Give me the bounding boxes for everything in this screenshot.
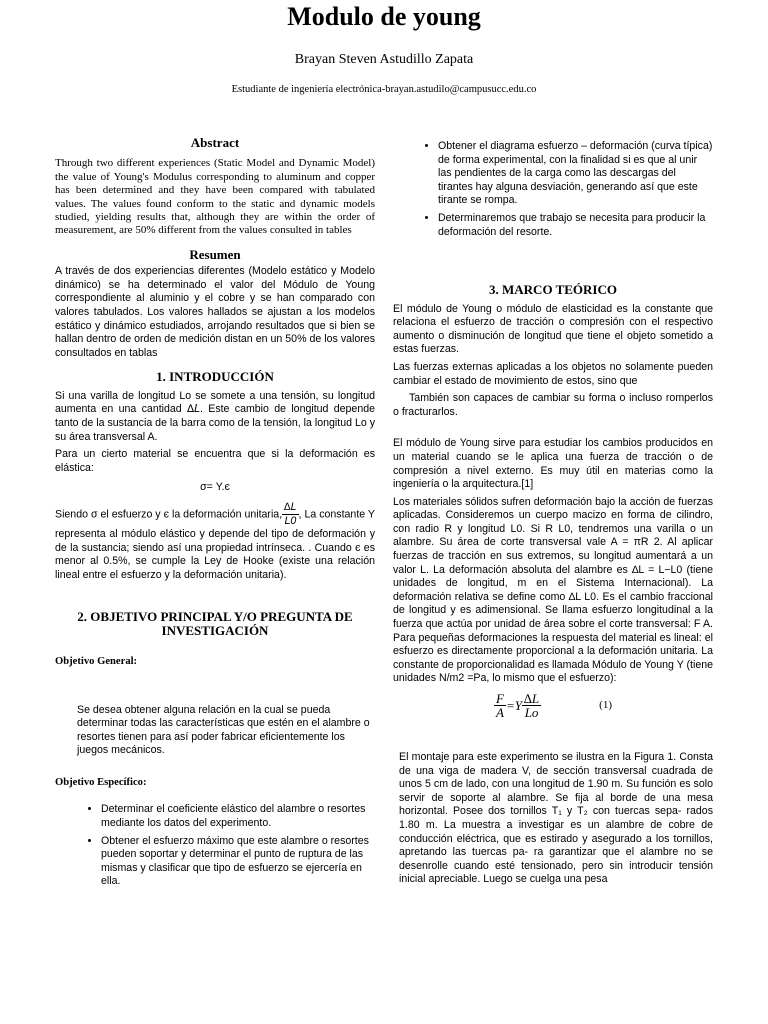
general-objective-text: Se desea obtener alguna relación en la cual se pueda determinar todas las características que estén en el alambre o resortes tienen para así poder fabricar eficientemente los juegos mecánicos.	[77, 703, 370, 757]
specific-objective-heading: Objetivo Específico:	[55, 776, 147, 788]
author-name: Brayan Steven Astudillo Zapata	[294, 52, 474, 67]
objective-heading: 2. OBJETIVO PRINCIPAL Y/O PREGUNTA DE INVESTIGACIÓN	[77, 609, 353, 638]
marco-paragraph-1: El módulo de Young o módulo de elasticidad es la constante que relaciona el esfuerzo de tracción o compresión con el respectivo aumento o disminución de longitud que tiene el objeto sometido a estas fuerzas.	[393, 302, 713, 356]
intro-paragraph-3: Siendo σ el esfuerzo y є la deformación unitaria, $\frac{\Delta L}{L0}$ , La constante Y representa al módulo elástico y depende del tipo de deformación y de la sustancia; siendo así una propiedad intrínseca. . Cuando є es menor al 0.5%, se cumple la Ley de Hooke (existe una relación lineal entre el esfuerzo y la deformación unitaria).	[55, 500, 375, 581]
abstract-text: Through two different experiences (Static Model and Dynamic Model) the value of Young's Modulus corresponding to aluminum and copper has been determined and they have been compared with tabulated values. The values found conform to the static and dynamic models studied, yielding results that, although they are within the order of measurement, are 50% different from the values consulted in tables	[55, 157, 375, 237]
intro-heading: 1. INTRODUCCIÓN	[156, 369, 274, 385]
marco-paragraph-3: También son capaces de cambiar su forma o incluso romperlos o fracturarlos.	[393, 392, 713, 418]
author-affiliation: Estudiante de ingeniería electrónica-brayan.astudilo@campusucc.edu.co	[231, 84, 537, 95]
strain-fraction: $\frac{\Delta L}{L0}$	[284, 500, 297, 527]
marco-paragraph-4: El módulo de Young sirve para estudiar los cambios producidos en un material cuando se le aplica una fuerza de tracción o de compresión a nivel externo. Es muy útil en materias como la ingeniería o la arquitectura.[1]	[393, 437, 713, 491]
list-item: • Obtener el esfuerzo máximo que este alambre o resortes pueden soportar y determinar el punto de ruptura de las mismas y clasificar que tipo de esfuerzo se ejercería en ella.	[101, 835, 375, 889]
left-column	[55, 136, 375, 893]
resumen-heading: Resumen	[189, 246, 241, 262]
equation-number: (1)	[599, 698, 612, 711]
list-item: • Obtener el diagrama esfuerzo – deformación (curva típica) de forma experimental, con la finalidad si es que al unir las pendientes de la carga como las descargas del tirantes hay alguna desviación, generando así que este tirante se rompa.	[438, 140, 713, 208]
intro-paragraph-2: Para un cierto material se encuentra que si la deformación es elástica:	[55, 448, 375, 474]
abstract-heading: Abstract	[190, 135, 240, 150]
specific-objective-list-continued	[393, 140, 713, 239]
intro-paragraph-1: Si una varilla de longitud Lo se somete a una tensión, su longitud aumenta en una cantidad ∆L. Este cambio de longitud depende tanto de la sustancia de la barra como de la tensión, la longitud Lo y su área transversal A.	[55, 389, 375, 443]
marco-paragraph-2: Las fuerzas externas aplicadas a los objetos no solamente pueden cambiar el estado de movimiento de estos, sino que	[393, 360, 713, 387]
stress-formula: σ= Y.є	[200, 481, 230, 494]
list-item: • Determinaremos que trabajo se necesita para producir la deformación del resorte.	[438, 212, 713, 239]
marco-heading: 3. MARCO TEÓRICO	[489, 282, 617, 298]
marco-paragraph-6: El montaje para este experimento se ilustra en la Figura 1. Consta de una viga de madera V, de sección transversal cuadrada de unos 5 cm de lado, con una longitud de 1.90 m. Su función es solo servir de soporte al alambre. Se fija al borde de una mesa horizontal. Posee dos tornillos T₁ y T₂ con tuercas sepa- rados 1.80 m. La muestra a investigar es un alambre de cobre de conducción eléctrica, que es estirado y asegurado a los tornillos, apretando las tuercas pa- ra garantizar que el alambre no se desenrolle cuando esté tensionado, pero sin introducir tensión inicial apreciable. Luego se cuelga una pesa	[399, 751, 713, 886]
marco-paragraph-5: Los materiales sólidos sufren deformación bajo la acción de fuerzas aplicadas. Consideremos un cuerpo macizo en forma de cilindro, con radio R y longitud L0. Si R L0, tendremos una varilla o un alambre. Su área de corte transversal vale A = πR 2. Al aplicar fuerzas de tracción en sus extremos, su longitud aumentará a un valor L. La deformación absoluta del alambre es ∆L = L−L0 (tiene unidades de longitud, m en el Sistema Internacional). La deformación relativa se define como ∆L L0. Es el cambio fraccional de longitud y es adimensional. Se llama esfuerzo longitudinal a la fuerza que actúa por unidad de área sobre el corte transversal: F A. Para pequeñas deformaciones la respuesta del material es lineal: el esfuerzo es directamente proporcional a la deformación unitaria. La constante de proporcionalidad es llamada Módulo de Young Y (tiene unidades N/m2 =Pa, lo mismo que el esfuerzo):	[393, 495, 714, 685]
equation-force-area: $\frac{F}{A}$	[496, 691, 504, 720]
equation-strain: $\frac{\Delta L}{Lo}$	[523, 691, 540, 720]
resumen-text: A través de dos experiencias diferentes (Modelo estático y Modelo dinámico) se ha determinado el valor del Módulo de Young correspondiente al aluminio y el cobre y se han comparado con valores tabulados. Los valores hallados se ajustan a los modelos estático y dinámico estudiados, arrojando resultados que si bien se hallan dentro de orden de medición distan en un 50% de los valores consultados en tablas	[55, 265, 375, 359]
young-modulus-equation: $\frac{F}{A}$ =Y $\frac{\Delta L}{Lo}$ (1)	[496, 691, 612, 720]
general-objective-heading: Objetivo General:	[55, 656, 138, 668]
right-column	[393, 140, 713, 887]
list-item: • Determinar el coeficiente elástico del alambre o resortes mediante los datos del experimento.	[101, 803, 375, 830]
specific-objective-list	[55, 803, 375, 889]
paper-title: Modulo de young	[287, 2, 481, 31]
